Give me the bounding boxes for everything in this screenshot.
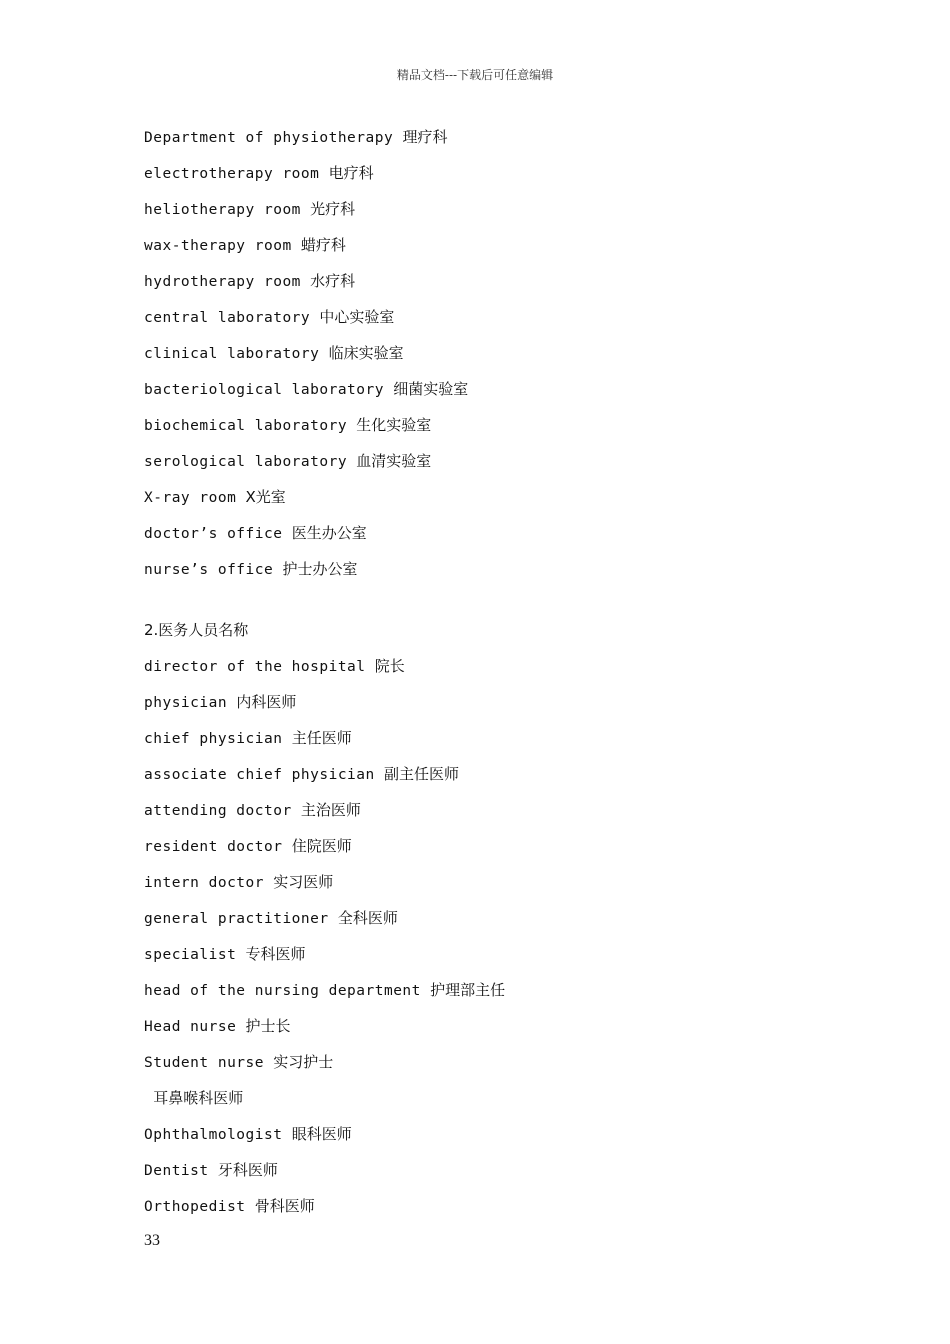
term-zh: 蜡疗科 [300,236,346,254]
term-zh: 光疗科 [310,200,356,218]
list-item [144,977,505,1013]
term-en: attending doctor [144,803,301,819]
term-zh: 临床实验室 [328,344,404,362]
term-zh: 全科医师 [337,909,398,927]
term-zh: 内科医师 [236,693,297,711]
term-zh: 实习医师 [273,873,334,891]
term-en: electrotherapy room [144,166,329,182]
term-en: Head nurse [144,1019,246,1035]
term-en: hydrotherapy room [144,274,311,290]
term-zh: 实习护士 [273,1053,334,1071]
term-en: associate chief physician [144,767,384,783]
list-item [144,484,468,520]
term-zh: 院长 [374,657,405,675]
term-zh: 护士长 [245,1017,291,1035]
list-item [144,124,468,160]
list-item [144,1085,505,1121]
list-item [144,1121,505,1157]
term-zh: 水疗科 [310,272,356,290]
page-number: 33 [144,1232,160,1249]
list-item [144,196,468,232]
list-item [144,520,468,556]
term-en: chief physician [144,731,292,747]
term-en: intern doctor [144,875,274,891]
term-en: specialist [144,947,246,963]
term-en: bacteriological laboratory [144,382,394,398]
term-en: director of the hospital [144,659,375,675]
term-zh: X光室 [245,488,286,506]
list-item [144,869,505,905]
term-zh: 耳鼻喉科医师 [153,1089,244,1107]
list-item [144,653,505,689]
list-item [144,833,505,869]
term-zh: 副主任医师 [383,765,459,783]
term-en: Student nurse [144,1055,274,1071]
list-item [144,160,468,196]
list-item [144,1013,505,1049]
term-zh: 骨科医师 [254,1197,315,1215]
department-list [144,124,468,592]
term-en: clinical laboratory [144,346,329,362]
list-item [144,448,468,484]
term-zh: 护士办公室 [282,560,358,578]
term-en: physician [144,695,237,711]
term-zh: 住院医师 [291,837,352,855]
list-item [144,761,505,797]
staff-list [144,617,505,1229]
list-item [144,797,505,833]
list-item [144,376,468,412]
term-zh: 专科医师 [245,945,306,963]
term-en: doctor’s office [144,526,292,542]
term-zh: 生化实验室 [356,416,432,434]
term-en: resident doctor [144,839,292,855]
term-en: X-ray room [144,490,246,506]
term-en: heliotherapy room [144,202,311,218]
term-en: Ophthalmologist [144,1127,292,1143]
term-en: head of the nursing department [144,983,431,999]
list-item [144,905,505,941]
term-zh: 主任医师 [291,729,352,747]
term-en: Dentist [144,1163,218,1179]
term-en [144,1091,153,1107]
list-item [144,556,468,592]
list-item [144,304,468,340]
term-en: Orthopedist [144,1199,255,1215]
list-item [144,725,505,761]
page-header: 精品文档---下载后可任意编辑 [396,68,554,82]
list-item [144,1049,505,1085]
list-item [144,941,505,977]
term-zh: 主治医师 [300,801,361,819]
list-item [144,340,468,376]
term-en: nurse’s office [144,562,283,578]
list-item [144,1193,505,1229]
list-item [144,412,468,448]
term-zh: 牙科医师 [217,1161,278,1179]
term-en: wax-therapy room [144,238,301,254]
list-item [144,1157,505,1193]
term-zh: 血清实验室 [356,452,432,470]
term-zh: 中心实验室 [319,308,395,326]
term-zh: 眼科医师 [291,1125,352,1143]
section-heading-text: 2.医务人员名称 [144,621,249,639]
list-item [144,232,468,268]
list-item [144,689,505,725]
term-zh: 细菌实验室 [393,380,469,398]
list-item [144,268,468,304]
term-zh: 电疗科 [328,164,374,182]
term-zh: 理疗科 [402,128,448,146]
term-en: serological laboratory [144,454,357,470]
section-heading [144,617,505,653]
term-en: central laboratory [144,310,320,326]
term-en: general practitioner [144,911,338,927]
term-en: biochemical laboratory [144,418,357,434]
term-en: Department of physiotherapy [144,130,403,146]
term-zh: 医生办公室 [291,524,367,542]
term-zh: 护理部主任 [430,981,506,999]
